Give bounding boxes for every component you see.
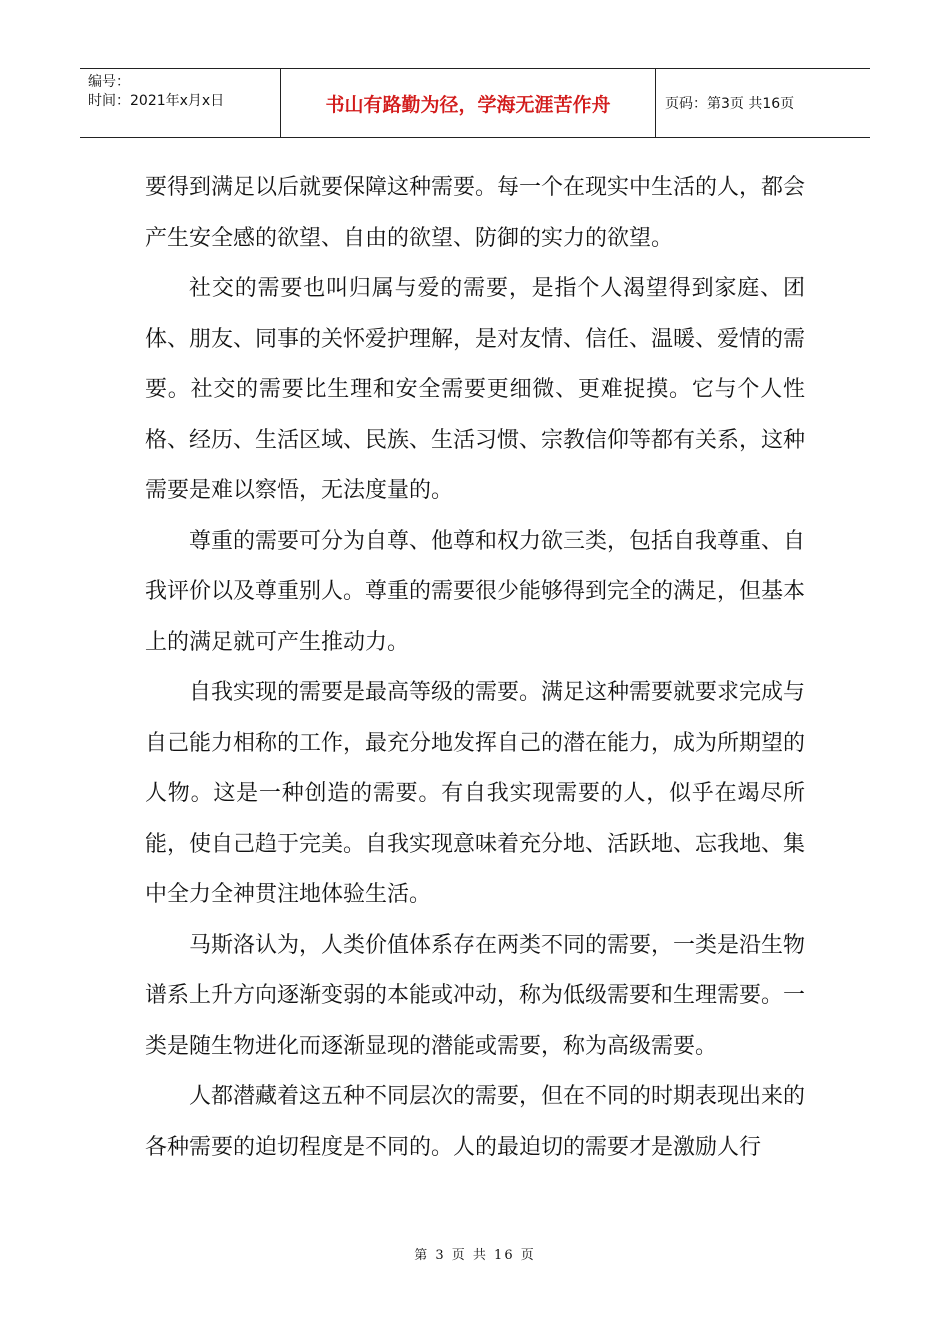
doc-time-label: 时间：2021年x月x日 bbox=[88, 93, 225, 109]
header-meta bbox=[80, 69, 281, 137]
paragraph: 自我实现的需要是最高等级的需要。满足这种需要就要求完成与自己能力相称的工作，最充分地发挥自己的潜在能力，成为所期望的人物。这是一种创造的需要。有自我实现需要的人，似乎在竭尽所能，使自己趋于完美。自我实现意味着充分地、活跃地、忘我地、集中全力全神贯注地体验生活。 bbox=[145, 680, 806, 907]
paragraph: 社交的需要也叫归属与爱的需要，是指个人渴望得到家庭、团体、朋友、同事的关怀爱护理解，是对友情、信任、温暖、爱情的需要。社交的需要比生理和安全需要更细微、更难捉摸。它与个人性格、经历、生活区域、民族、生活习惯、宗教信仰等都有关系，这种需要是难以察悟，无法度量的。 bbox=[145, 276, 806, 503]
paragraph: 尊重的需要可分为自尊、他尊和权力欲三类，包括自我尊重、自我评价以及尊重别人。尊重的需要很少能够得到完全的满足，但基本上的满足就可产生推动力。 bbox=[145, 528, 806, 655]
page-header bbox=[80, 68, 870, 138]
document-body bbox=[145, 163, 805, 1173]
page-footer: 第 3 页 共 16 页 bbox=[414, 1248, 536, 1263]
header-motto: 书山有路勤为径，学海无涯苦作舟 bbox=[281, 69, 656, 137]
paragraph: 人都潜藏着这五种不同层次的需要，但在不同的时期表现出来的各种需要的迫切程度是不同的。人的最迫切的需要才是激励人行 bbox=[145, 1084, 806, 1160]
paragraph: 要得到满足以后就要保障这种需要。每一个在现实中生活的人，都会产生安全感的欲望、自由的欲望、防御的实力的欲望。 bbox=[145, 175, 806, 251]
paragraph: 马斯洛认为，人类价值体系存在两类不同的需要，一类是沿生物谱系上升方向逐渐变弱的本能或冲动，称为低级需要和生理需要。一类是随生物进化而逐渐显现的潜能或需要，称为高级需要。 bbox=[145, 932, 806, 1059]
doc-number-label: 编号： bbox=[88, 74, 130, 90]
header-page-info: 页码：第3页 共16页 bbox=[665, 96, 795, 112]
